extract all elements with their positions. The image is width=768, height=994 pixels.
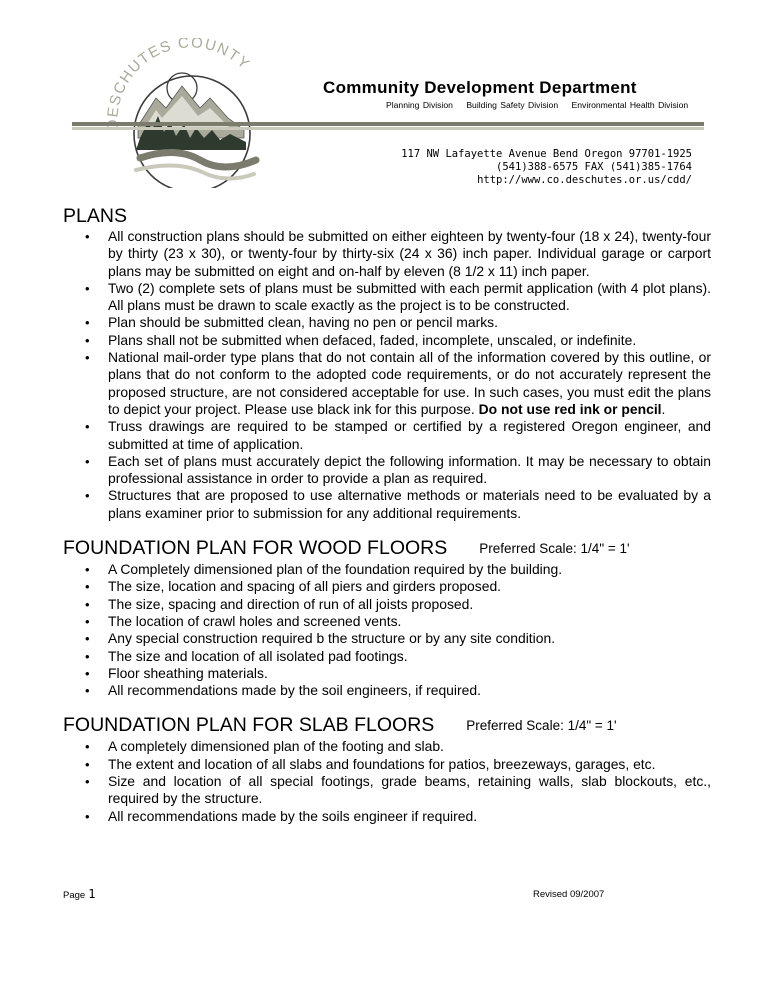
deschutes-county-logo xyxy=(96,38,286,188)
list-item: • Plan should be submitted clean, having no pen or pencil marks. xyxy=(63,314,711,331)
list-item: • The size and location of all isolated pad footings. xyxy=(63,648,711,665)
slab-floors-list xyxy=(63,738,711,824)
list-item: • The size, location and spacing of all piers and girders proposed. xyxy=(63,578,711,595)
list-item: • All construction plans should be submitted on either eighteen by twenty-four (18 x 24), twenty-four by thirty (23 x 30), or twenty-four by thirty-six (24 x 36) inch paper. Individual garage or carport plans may be submitted on eight and on-half by eleven (8 1/2 x 11) inch paper. xyxy=(63,228,711,280)
document-body xyxy=(63,204,711,839)
warning-text: Do not use red ink or pencil xyxy=(478,400,662,417)
division-building-safety: Building Safety Division xyxy=(466,100,559,110)
division-environmental-health: Environmental Health Division xyxy=(571,100,689,110)
section-heading-plans: PLANS xyxy=(63,205,127,227)
wood-floors-list xyxy=(63,561,711,699)
list-item: • Each set of plans must accurately depict the following information. It may be necessary to obtain professional assistance in order to provide a plan as required. xyxy=(63,453,711,488)
list-item: • A Completely dimensioned plan of the foundation required by the building. xyxy=(63,561,711,578)
page-number: Page 1 xyxy=(63,887,96,901)
list-item: • All recommendations made by the soils engineer if required. xyxy=(63,808,711,825)
preferred-scale: Preferred Scale: 1/4" = 1' xyxy=(466,718,617,734)
list-item: • The size, spacing and direction of run of all joists proposed. xyxy=(63,596,711,613)
revision-date: Revised 09/2007 xyxy=(533,889,605,900)
department-title: Community Development Department xyxy=(323,78,637,97)
list-item: • Truss drawings are required to be stamped or certified by a registered Oregon engineer, and submitted at time of application. xyxy=(63,418,711,453)
list-item: • A completely dimensioned plan of the footing and slab. xyxy=(63,738,711,755)
section-heading-wood-floors: FOUNDATION PLAN FOR WOOD FLOORS Preferred Scale: 1/4" = 1' xyxy=(63,537,630,560)
list-item: • Floor sheathing materials. xyxy=(63,665,711,682)
website-url[interactable]: http://www.co.deschutes.or.us/cdd/ xyxy=(477,174,692,186)
preferred-scale: Preferred Scale: 1/4" = 1' xyxy=(479,541,630,557)
logo-text: ESCHUTES COUNTY xyxy=(104,38,254,119)
list-item: • Structures that are proposed to use alternative methods or materials need to be evaluated by a plans examiner prior to submission for any additional requirements. xyxy=(63,487,711,522)
list-item: • The location of crawl holes and screened vents. xyxy=(63,613,711,630)
plans-list xyxy=(63,228,711,522)
section-heading-slab-floors: FOUNDATION PLAN FOR SLAB FLOORS Preferred Scale: 1/4" = 1' xyxy=(63,714,617,737)
division-planning: Planning Division xyxy=(386,100,453,110)
list-item: • Plans shall not be submitted when defaced, faded, incomplete, unscaled, or indefinite. xyxy=(63,332,711,349)
list-item: • The extent and location of all slabs and foundations for patios, breezeways, garages, etc. xyxy=(63,756,711,773)
phone-fax-line: (541)388-6575 FAX (541)385-1764 xyxy=(496,161,692,173)
address-line: 117 NW Lafayette Avenue Bend Oregon 97701-1925 xyxy=(401,148,692,160)
divisions-list xyxy=(386,100,688,110)
list-item: • Any special construction required b the structure or by any site condition. xyxy=(63,630,711,647)
letterhead-rule xyxy=(72,118,704,132)
list-item: • Two (2) complete sets of plans must be submitted with each permit application (with 4 plot plans). All plans must be drawn to scale exactly as the project is to be constructed. xyxy=(63,280,711,315)
list-item-mail-order-plans: • National mail-order type plans that do not contain all of the information covered by this outline, or plans that do not conform to the adopted code requirements, or do not accurately represent the proposed structure, are not considered acceptable for use. In such cases, you must edit the plans to depict your project. Please use black ink for this purpose. Do not use red ink or pencil. xyxy=(63,349,711,418)
list-item: • Size and location of all special footings, grade beams, retaining walls, slab blockouts, etc., required by the structure. xyxy=(63,773,711,808)
list-item: • All recommendations made by the soil engineers, if required. xyxy=(63,682,711,699)
